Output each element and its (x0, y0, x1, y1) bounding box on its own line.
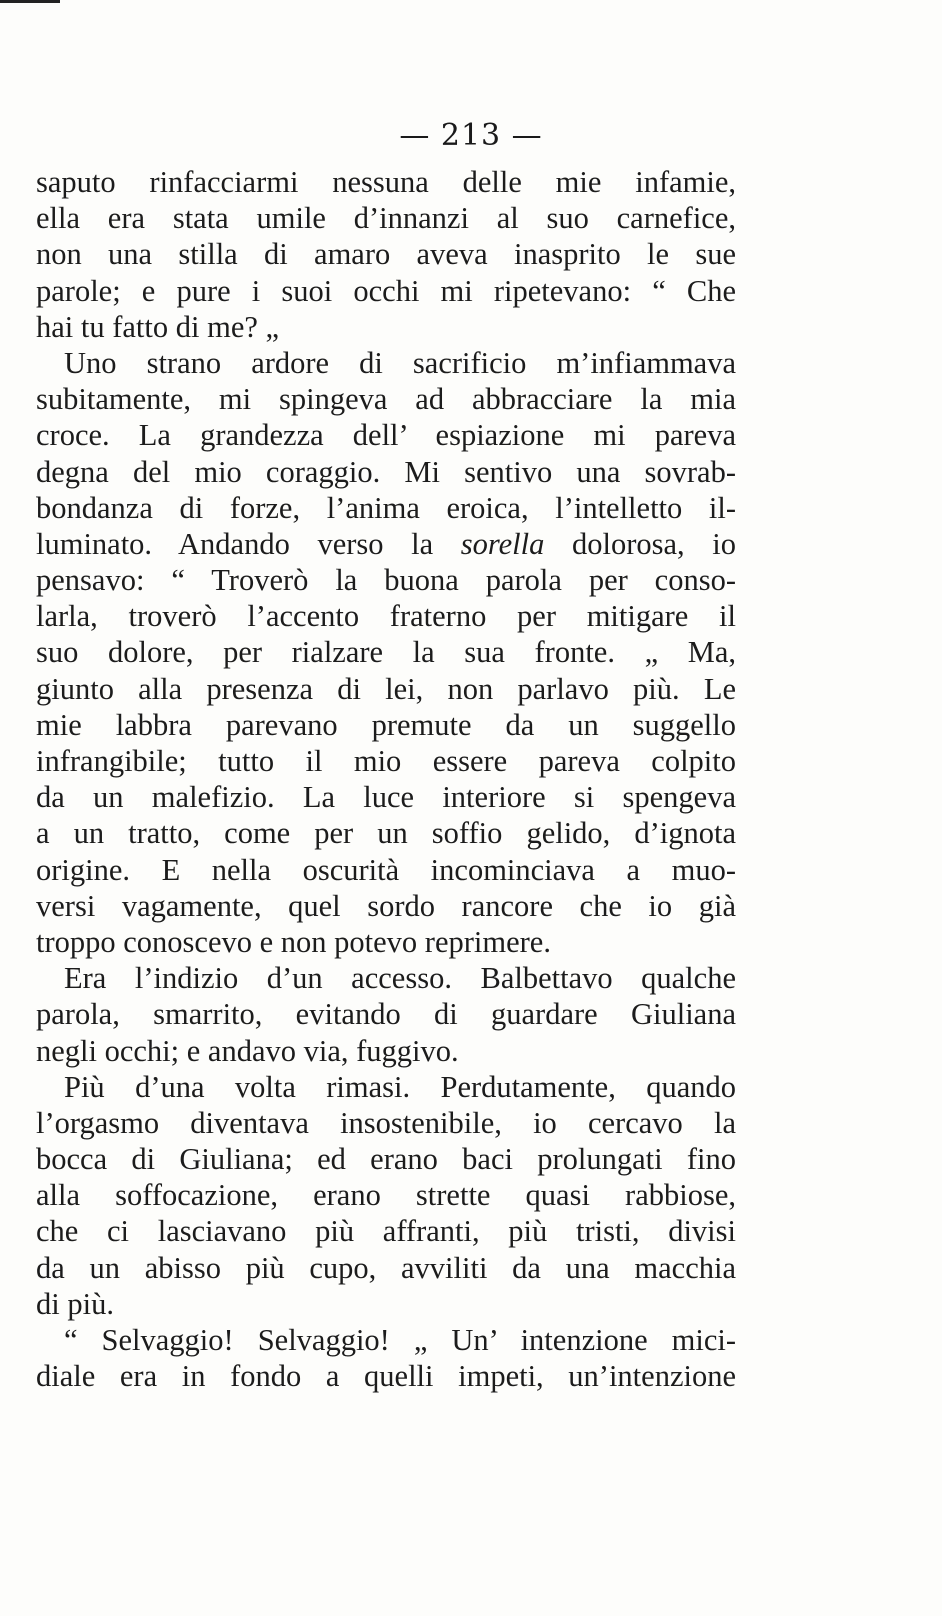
text-line: hai tu fatto di me? „ (36, 309, 280, 344)
text-line: a un tratto, come per un soffio gelido, d’ignota (36, 816, 736, 851)
text-line: bondanza di forze, l’anima eroica, l’intelletto il- (36, 490, 736, 525)
page-edge-mark (0, 0, 60, 3)
text-line: da un abisso più cupo, avviliti da una macchia (36, 1250, 736, 1285)
text-line: negli occhi; e andavo via, fuggivo. (36, 1033, 459, 1068)
text-line: pensavo: “ Troverò la buona parola per conso- (36, 563, 736, 598)
text-line: troppo conoscevo e non potevo reprimere. (36, 924, 551, 959)
text-line: mie labbra parevano premute da un suggello (36, 707, 736, 742)
text-line: degna del mio coraggio. Mi sentivo una sovrab- (36, 454, 736, 489)
text-line: suo dolore, per rialzare la sua fronte. „ Ma, (36, 635, 736, 670)
text-line: non una stilla di amaro aveva inasprito le sue (36, 237, 736, 272)
text-line: saputo rinfacciarmi nessuna delle mie infamie, (36, 165, 736, 199)
text-segment: luminato. Andando verso la (36, 526, 461, 561)
body-text (36, 164, 736, 1394)
text-line: origine. E nella oscurità incominciava a muo- (36, 852, 736, 887)
text-line: subitamente, mi spingeva ad abbracciare la mia (36, 382, 736, 417)
text-line: giunto alla presenza di lei, non parlavo più. Le (36, 671, 736, 706)
text-line: di più. (36, 1286, 114, 1321)
text-line: Era l’indizio d’un accesso. Balbettavo qualche (64, 961, 736, 996)
text-line: infrangibile; tutto il mio essere pareva colpito (36, 744, 736, 778)
italic-word: sorella (460, 526, 545, 561)
text-line: ella era stata umile d’innanzi al suo carnefice, (36, 201, 736, 236)
text-line (36, 526, 736, 562)
text-line: “ Selvaggio! Selvaggio! „ Un’ intenzione mici- (64, 1323, 736, 1357)
text-line: l’orgasmo diventava insostenibile, io cercavo la (36, 1105, 736, 1140)
text-line: alla soffocazione, erano strette quasi rabbiose, (36, 1178, 736, 1213)
text-line: parola, smarrito, evitando di guardare Giuliana (36, 997, 736, 1032)
text-line: croce. La grandezza dell’ espiazione mi pareva (36, 418, 736, 453)
text-line: che ci lasciavano più affranti, più tristi, divisi (36, 1214, 736, 1249)
text-line: bocca di Giuliana; ed erano baci prolungati fino (36, 1142, 736, 1177)
text-line: diale era in fondo a quelli impeti, un’intenzione (36, 1359, 736, 1394)
text-line: versi vagamente, quel sordo rancore che io già (36, 888, 736, 923)
text-line: parole; e pure i suoi occhi mi ripetevano: “ Che (36, 273, 736, 308)
page-number: — 213 — (399, 118, 543, 153)
text-line: da un malefizio. La luce interiore si spengeva (36, 780, 736, 815)
text-segment: dolorosa, io (544, 526, 736, 561)
text-line: larla, troverò l’accento fraterno per mitigare il (36, 599, 736, 634)
text-line: Uno strano ardore di sacrificio m’infiammava (64, 345, 736, 380)
text-line: Più d’una volta rimasi. Perdutamente, quando (64, 1069, 736, 1104)
